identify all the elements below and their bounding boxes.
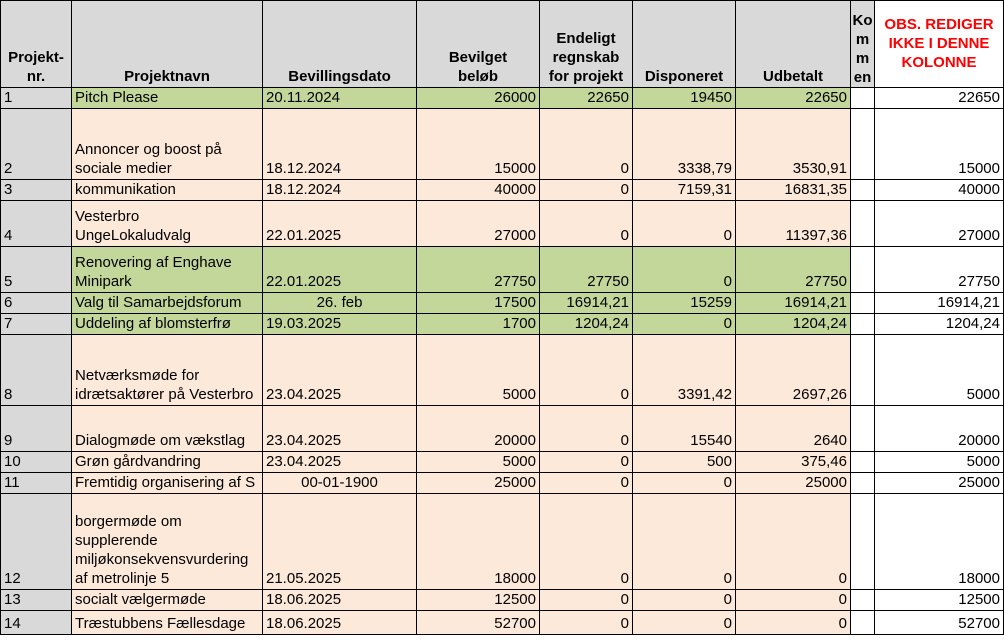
cell-kommentar[interactable] bbox=[851, 494, 875, 590]
table-row bbox=[1, 109, 1004, 180]
cell-disponeret[interactable]: 0 bbox=[633, 473, 736, 494]
table-row bbox=[1, 201, 1004, 247]
cell-disponeret[interactable]: 500 bbox=[633, 452, 736, 473]
cell-projektnavn[interactable]: borgermøde om supplerende miljøkonsekvensvurdering af metrolinje 5 bbox=[72, 494, 263, 590]
header-bevilget-belob[interactable]: Bevilget beløb bbox=[417, 1, 540, 88]
cell-projekt-nr[interactable]: 3 bbox=[1, 180, 72, 201]
cell-bevillingsdato[interactable]: 18.12.2024 bbox=[263, 109, 417, 180]
header-obs-column[interactable]: OBS. REDIGER IKKE I DENNE KOLONNE bbox=[875, 1, 1004, 88]
cell-projekt-nr[interactable]: 5 bbox=[1, 247, 72, 293]
cell-projektnavn[interactable]: Dialogmøde om vækstlag bbox=[72, 406, 263, 452]
cell-udbetalt[interactable]: 22650 bbox=[736, 88, 851, 109]
cell-endeligt-regnskab[interactable]: 1204,24 bbox=[540, 314, 633, 335]
cell-projektnavn[interactable]: Pitch Please bbox=[72, 88, 263, 109]
cell-bevilget-belob[interactable]: 20000 bbox=[417, 406, 540, 452]
cell-endeligt-regnskab[interactable]: 0 bbox=[540, 180, 633, 201]
cell-bevilget-belob[interactable]: 5000 bbox=[417, 335, 540, 406]
cell-projektnavn[interactable]: Grøn gårdvandring bbox=[72, 452, 263, 473]
cell-bevillingsdato[interactable]: 22.01.2025 bbox=[263, 201, 417, 247]
header-projekt-nr[interactable]: Projekt- nr. bbox=[1, 1, 72, 88]
cell-obs[interactable]: 40000 bbox=[875, 180, 1004, 201]
cell-kommentar[interactable] bbox=[851, 201, 875, 247]
cell-bevilget-belob[interactable]: 27750 bbox=[417, 247, 540, 293]
cell-disponeret[interactable]: 0 bbox=[633, 611, 736, 635]
cell-projekt-nr[interactable]: 1 bbox=[1, 88, 72, 109]
table-body bbox=[1, 88, 1004, 635]
cell-obs[interactable]: 18000 bbox=[875, 494, 1004, 590]
cell-kommentar[interactable] bbox=[851, 247, 875, 293]
cell-projektnavn[interactable]: kommunikation bbox=[72, 180, 263, 201]
cell-projekt-nr[interactable]: 2 bbox=[1, 109, 72, 180]
cell-disponeret[interactable]: 0 bbox=[633, 590, 736, 611]
cell-projektnavn[interactable]: Netværksmøde for idrætsaktører på Vesterbro bbox=[72, 335, 263, 406]
cell-kommentar[interactable] bbox=[851, 109, 875, 180]
cell-bevilget-belob[interactable]: 40000 bbox=[417, 180, 540, 201]
cell-endeligt-regnskab[interactable]: 0 bbox=[540, 611, 633, 635]
cell-bevilget-belob[interactable]: 5000 bbox=[417, 452, 540, 473]
cell-bevillingsdato[interactable]: 18.12.2024 bbox=[263, 180, 417, 201]
table-row bbox=[1, 611, 1004, 635]
table-row bbox=[1, 590, 1004, 611]
table-row bbox=[1, 88, 1004, 109]
cell-udbetalt[interactable]: 2697,26 bbox=[736, 335, 851, 406]
cell-obs[interactable]: 27000 bbox=[875, 201, 1004, 247]
cell-disponeret[interactable]: 0 bbox=[633, 201, 736, 247]
cell-projektnavn[interactable]: Fremtidig organisering af S bbox=[72, 473, 263, 494]
cell-udbetalt[interactable]: 0 bbox=[736, 611, 851, 635]
cell-projektnavn[interactable]: Uddeling af blomsterfrø bbox=[72, 314, 263, 335]
table-row bbox=[1, 314, 1004, 335]
cell-bevilget-belob[interactable]: 17500 bbox=[417, 293, 540, 314]
cell-endeligt-regnskab[interactable]: 0 bbox=[540, 406, 633, 452]
cell-kommentar[interactable] bbox=[851, 180, 875, 201]
cell-disponeret[interactable]: 3338,79 bbox=[633, 109, 736, 180]
header-disponeret[interactable]: Disponeret bbox=[633, 1, 736, 88]
cell-disponeret[interactable]: 3391,42 bbox=[633, 335, 736, 406]
cell-projektnavn[interactable]: Annoncer og boost på sociale medier bbox=[72, 109, 263, 180]
cell-disponeret[interactable]: 15259 bbox=[633, 293, 736, 314]
cell-bevilget-belob[interactable]: 15000 bbox=[417, 109, 540, 180]
cell-obs[interactable]: 25000 bbox=[875, 473, 1004, 494]
cell-disponeret[interactable]: 0 bbox=[633, 314, 736, 335]
cell-endeligt-regnskab[interactable]: 27750 bbox=[540, 247, 633, 293]
cell-bevilget-belob[interactable]: 27000 bbox=[417, 201, 540, 247]
cell-kommentar[interactable] bbox=[851, 293, 875, 314]
cell-bevilget-belob[interactable]: 12500 bbox=[417, 590, 540, 611]
cell-projekt-nr[interactable]: 8 bbox=[1, 335, 72, 406]
cell-obs[interactable]: 15000 bbox=[875, 109, 1004, 180]
cell-obs[interactable]: 20000 bbox=[875, 406, 1004, 452]
cell-obs[interactable]: 5000 bbox=[875, 452, 1004, 473]
cell-disponeret[interactable]: 0 bbox=[633, 247, 736, 293]
cell-obs[interactable]: 1204,24 bbox=[875, 314, 1004, 335]
cell-udbetalt[interactable]: 375,46 bbox=[736, 452, 851, 473]
table-row bbox=[1, 406, 1004, 452]
cell-projekt-nr[interactable]: 12 bbox=[1, 494, 72, 590]
cell-obs[interactable]: 16914,21 bbox=[875, 293, 1004, 314]
cell-disponeret[interactable]: 15540 bbox=[633, 406, 736, 452]
header-bevillingsdato[interactable]: Bevillingsdato bbox=[263, 1, 417, 88]
cell-bevillingsdato[interactable]: 18.06.2025 bbox=[263, 611, 417, 635]
cell-obs[interactable]: 12500 bbox=[875, 590, 1004, 611]
cell-bevilget-belob[interactable]: 52700 bbox=[417, 611, 540, 635]
table-row bbox=[1, 452, 1004, 473]
cell-udbetalt[interactable]: 25000 bbox=[736, 473, 851, 494]
cell-bevilget-belob[interactable]: 1700 bbox=[417, 314, 540, 335]
cell-projektnavn[interactable]: Renovering af Enghave Minipark bbox=[72, 247, 263, 293]
cell-projekt-nr[interactable]: 10 bbox=[1, 452, 72, 473]
cell-kommentar[interactable] bbox=[851, 590, 875, 611]
header-kommentar[interactable]: Ko m m en bbox=[851, 1, 875, 88]
cell-bevillingsdato[interactable]: 23.04.2025 bbox=[263, 335, 417, 406]
header-projektnavn[interactable]: Projektnavn bbox=[72, 1, 263, 88]
cell-bevilget-belob[interactable]: 26000 bbox=[417, 88, 540, 109]
cell-kommentar[interactable] bbox=[851, 314, 875, 335]
cell-bevillingsdato[interactable]: 26. feb bbox=[263, 293, 417, 314]
cell-endeligt-regnskab[interactable]: 0 bbox=[540, 109, 633, 180]
cell-kommentar[interactable] bbox=[851, 406, 875, 452]
header-udbetalt[interactable]: Udbetalt bbox=[736, 1, 851, 88]
cell-bevillingsdato[interactable]: 22.01.2025 bbox=[263, 247, 417, 293]
cell-bevillingsdato[interactable]: 18.06.2025 bbox=[263, 590, 417, 611]
table-row bbox=[1, 494, 1004, 590]
cell-projekt-nr[interactable]: 14 bbox=[1, 611, 72, 635]
cell-udbetalt[interactable]: 1204,24 bbox=[736, 314, 851, 335]
cell-bevilget-belob[interactable]: 18000 bbox=[417, 494, 540, 590]
cell-obs[interactable]: 27750 bbox=[875, 247, 1004, 293]
table-row bbox=[1, 180, 1004, 201]
cell-endeligt-regnskab[interactable]: 16914,21 bbox=[540, 293, 633, 314]
cell-kommentar[interactable] bbox=[851, 452, 875, 473]
cell-kommentar[interactable] bbox=[851, 335, 875, 406]
cell-endeligt-regnskab[interactable]: 0 bbox=[540, 473, 633, 494]
cell-endeligt-regnskab[interactable]: 0 bbox=[540, 335, 633, 406]
cell-kommentar[interactable] bbox=[851, 473, 875, 494]
table-row bbox=[1, 247, 1004, 293]
cell-disponeret[interactable]: 0 bbox=[633, 494, 736, 590]
cell-obs[interactable]: 5000 bbox=[875, 335, 1004, 406]
cell-endeligt-regnskab[interactable]: 0 bbox=[540, 201, 633, 247]
cell-endeligt-regnskab[interactable]: 22650 bbox=[540, 88, 633, 109]
cell-endeligt-regnskab[interactable]: 0 bbox=[540, 590, 633, 611]
cell-bevillingsdato[interactable]: 23.04.2025 bbox=[263, 406, 417, 452]
cell-projektnavn[interactable]: Valg til Samarbejdsforum bbox=[72, 293, 263, 314]
cell-projektnavn[interactable]: Træstubbens Fællesdage bbox=[72, 611, 263, 635]
table-row bbox=[1, 293, 1004, 314]
cell-udbetalt[interactable]: 27750 bbox=[736, 247, 851, 293]
cell-projektnavn[interactable]: socialt vælgermøde bbox=[72, 590, 263, 611]
cell-endeligt-regnskab[interactable]: 0 bbox=[540, 494, 633, 590]
cell-endeligt-regnskab[interactable]: 0 bbox=[540, 452, 633, 473]
cell-kommentar[interactable] bbox=[851, 88, 875, 109]
cell-projekt-nr[interactable]: 6 bbox=[1, 293, 72, 314]
cell-udbetalt[interactable]: 2640 bbox=[736, 406, 851, 452]
cell-obs[interactable]: 22650 bbox=[875, 88, 1004, 109]
cell-bevillingsdato[interactable]: 20.11.2024 bbox=[263, 88, 417, 109]
cell-projektnavn[interactable]: Vesterbro UngeLokaludvalg bbox=[72, 201, 263, 247]
cell-udbetalt[interactable]: 0 bbox=[736, 590, 851, 611]
table-row bbox=[1, 473, 1004, 494]
cell-bevillingsdato[interactable]: 19.03.2025 bbox=[263, 314, 417, 335]
cell-disponeret[interactable]: 19450 bbox=[633, 88, 736, 109]
table-row bbox=[1, 335, 1004, 406]
cell-bevillingsdato[interactable]: 21.05.2025 bbox=[263, 494, 417, 590]
cell-bevilget-belob[interactable]: 25000 bbox=[417, 473, 540, 494]
cell-projekt-nr[interactable]: 9 bbox=[1, 406, 72, 452]
cell-udbetalt[interactable]: 11397,36 bbox=[736, 201, 851, 247]
header-row bbox=[1, 1, 1004, 88]
cell-projekt-nr[interactable]: 13 bbox=[1, 590, 72, 611]
header-endeligt-regnskab[interactable]: Endeligt regnskab for projekt bbox=[540, 1, 633, 88]
cell-disponeret[interactable]: 7159,31 bbox=[633, 180, 736, 201]
cell-udbetalt[interactable]: 16831,35 bbox=[736, 180, 851, 201]
cell-bevillingsdato[interactable]: 00-01-1900 bbox=[263, 473, 417, 494]
cell-udbetalt[interactable]: 0 bbox=[736, 494, 851, 590]
cell-projekt-nr[interactable]: 4 bbox=[1, 201, 72, 247]
cell-udbetalt[interactable]: 3530,91 bbox=[736, 109, 851, 180]
cell-projekt-nr[interactable]: 7 bbox=[1, 314, 72, 335]
cell-kommentar[interactable] bbox=[851, 611, 875, 635]
cell-bevillingsdato[interactable]: 23.04.2025 bbox=[263, 452, 417, 473]
cell-obs[interactable]: 52700 bbox=[875, 611, 1004, 635]
cell-udbetalt[interactable]: 16914,21 bbox=[736, 293, 851, 314]
cell-projekt-nr[interactable]: 11 bbox=[1, 473, 72, 494]
